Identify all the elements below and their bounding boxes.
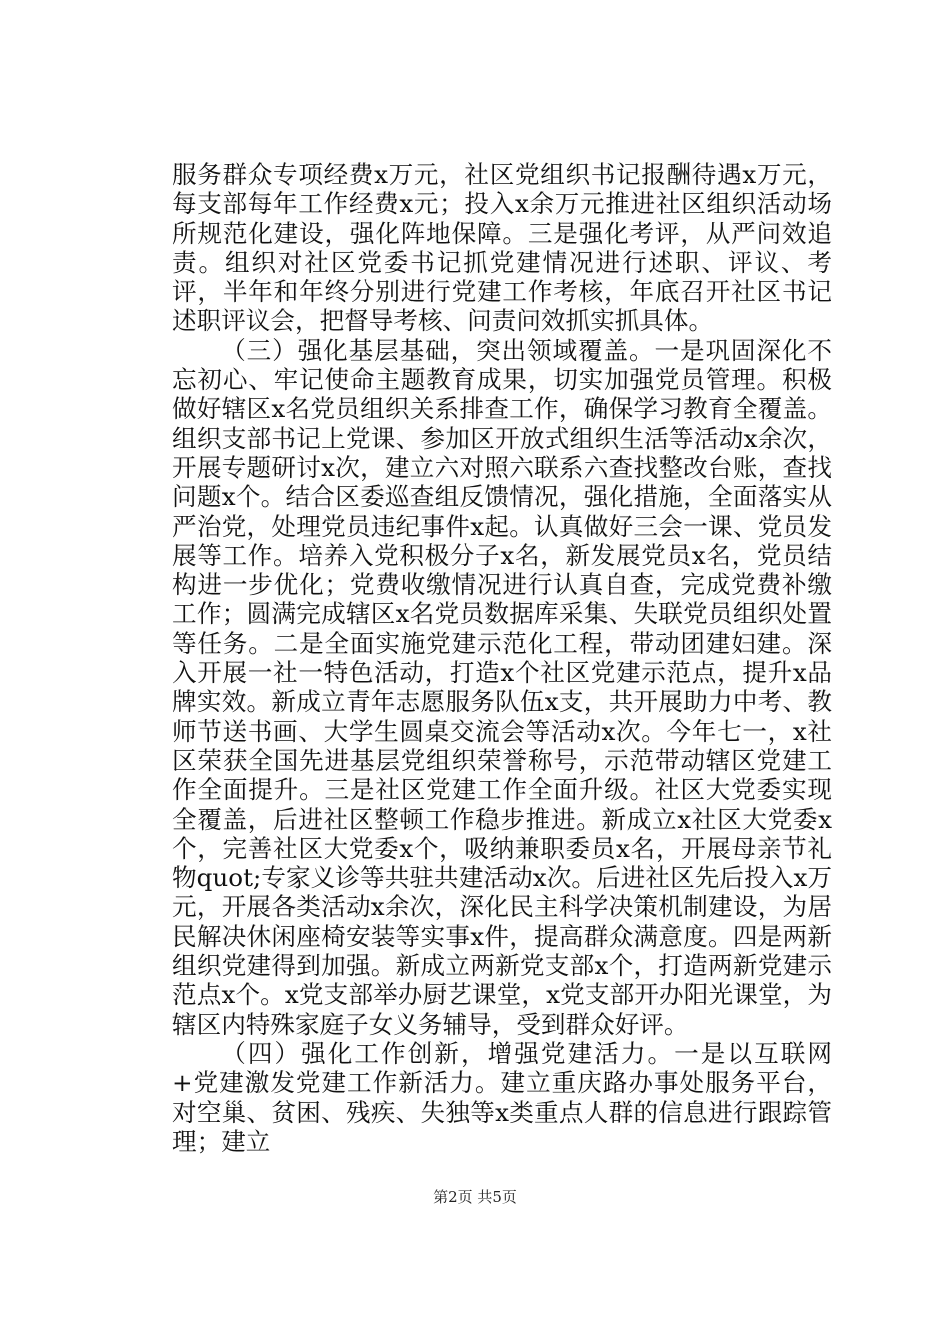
page-number-footer: 第2页 共5页 xyxy=(433,1188,517,1206)
paragraph-section-four: （四）强化工作创新，增强党建活力。一是以互联网+党建激发党建工作新活力。建立重庆路办事处服务平台，对空巢、贫困、残疾、失独等x类重点人群的信息进行跟踪管理；建立 xyxy=(172,1038,832,1156)
document-body xyxy=(172,160,832,1156)
paragraph-section-three: （三）强化基层基础，突出领域覆盖。一是巩固深化不忘初心、牢记使命主题教育成果，切实加强党员管理。积极做好辖区x名党员组织关系排查工作，确保学习教育全覆盖。组织支部书记上党课、参加区开放式组织生活等活动x余次，开展专题研讨x次，建立六对照六联系六查找整改台账，查找问题x个。结合区委巡查组反馈情况，强化措施，全面落实从严治党，处理党员违纪事件x起。认真做好三会一课、党员发展等工作。培养入党积极分子x名，新发展党员x名，党员结构进一步优化；党费收缴情况进行认真自查，完成党费补缴工作；圆满完成辖区x名党员数据库采集、失联党员组织处置等任务。二是全面实施党建示范化工程，带动团建妇建。深入开展一社一特色活动，打造x个社区党建示范点，提升x品牌实效。新成立青年志愿服务队伍x支，共开展助力中考、教师节送书画、大学生圆桌交流会等活动x次。今年七一，x社区荣获全国先进基层党组织荣誉称号，示范带动辖区党建工作全面提升。三是社区党建工作全面升级。社区大党委实现全覆盖，后进社区整顿工作稳步推进。新成立x社区大党委x个，完善社区大党委x个，吸纳兼职委员x名，开展母亲节礼物quot;专家义诊等共驻共建活动x次。后进社区先后投入x万元，开展各类活动x余次，深化民主科学决策机制建设，为居民解决休闲座椅安装等实事x件，提高群众满意度。四是两新组织党建得到加强。新成立两新党支部x个，打造两新党建示范点x个。x党支部举办厨艺课堂，x党支部开办阳光课堂，为辖区内特殊家庭子女义务辅导，受到群众好评。 xyxy=(172,335,832,1039)
paragraph-continuation: 服务群众专项经费x万元，社区党组织书记报酬待遇x万元，每支部每年工作经费x元；投入x余万元推进社区组织活动场所规范化建设，强化阵地保障。三是强化考评，从严问效追责。组织对社区党委书记抓党建情况进行述职、评议、考评，半年和年终分别进行党建工作考核，年底召开社区书记述职评议会，把督导考核、问责问效抓实抓具体。 xyxy=(172,160,832,336)
